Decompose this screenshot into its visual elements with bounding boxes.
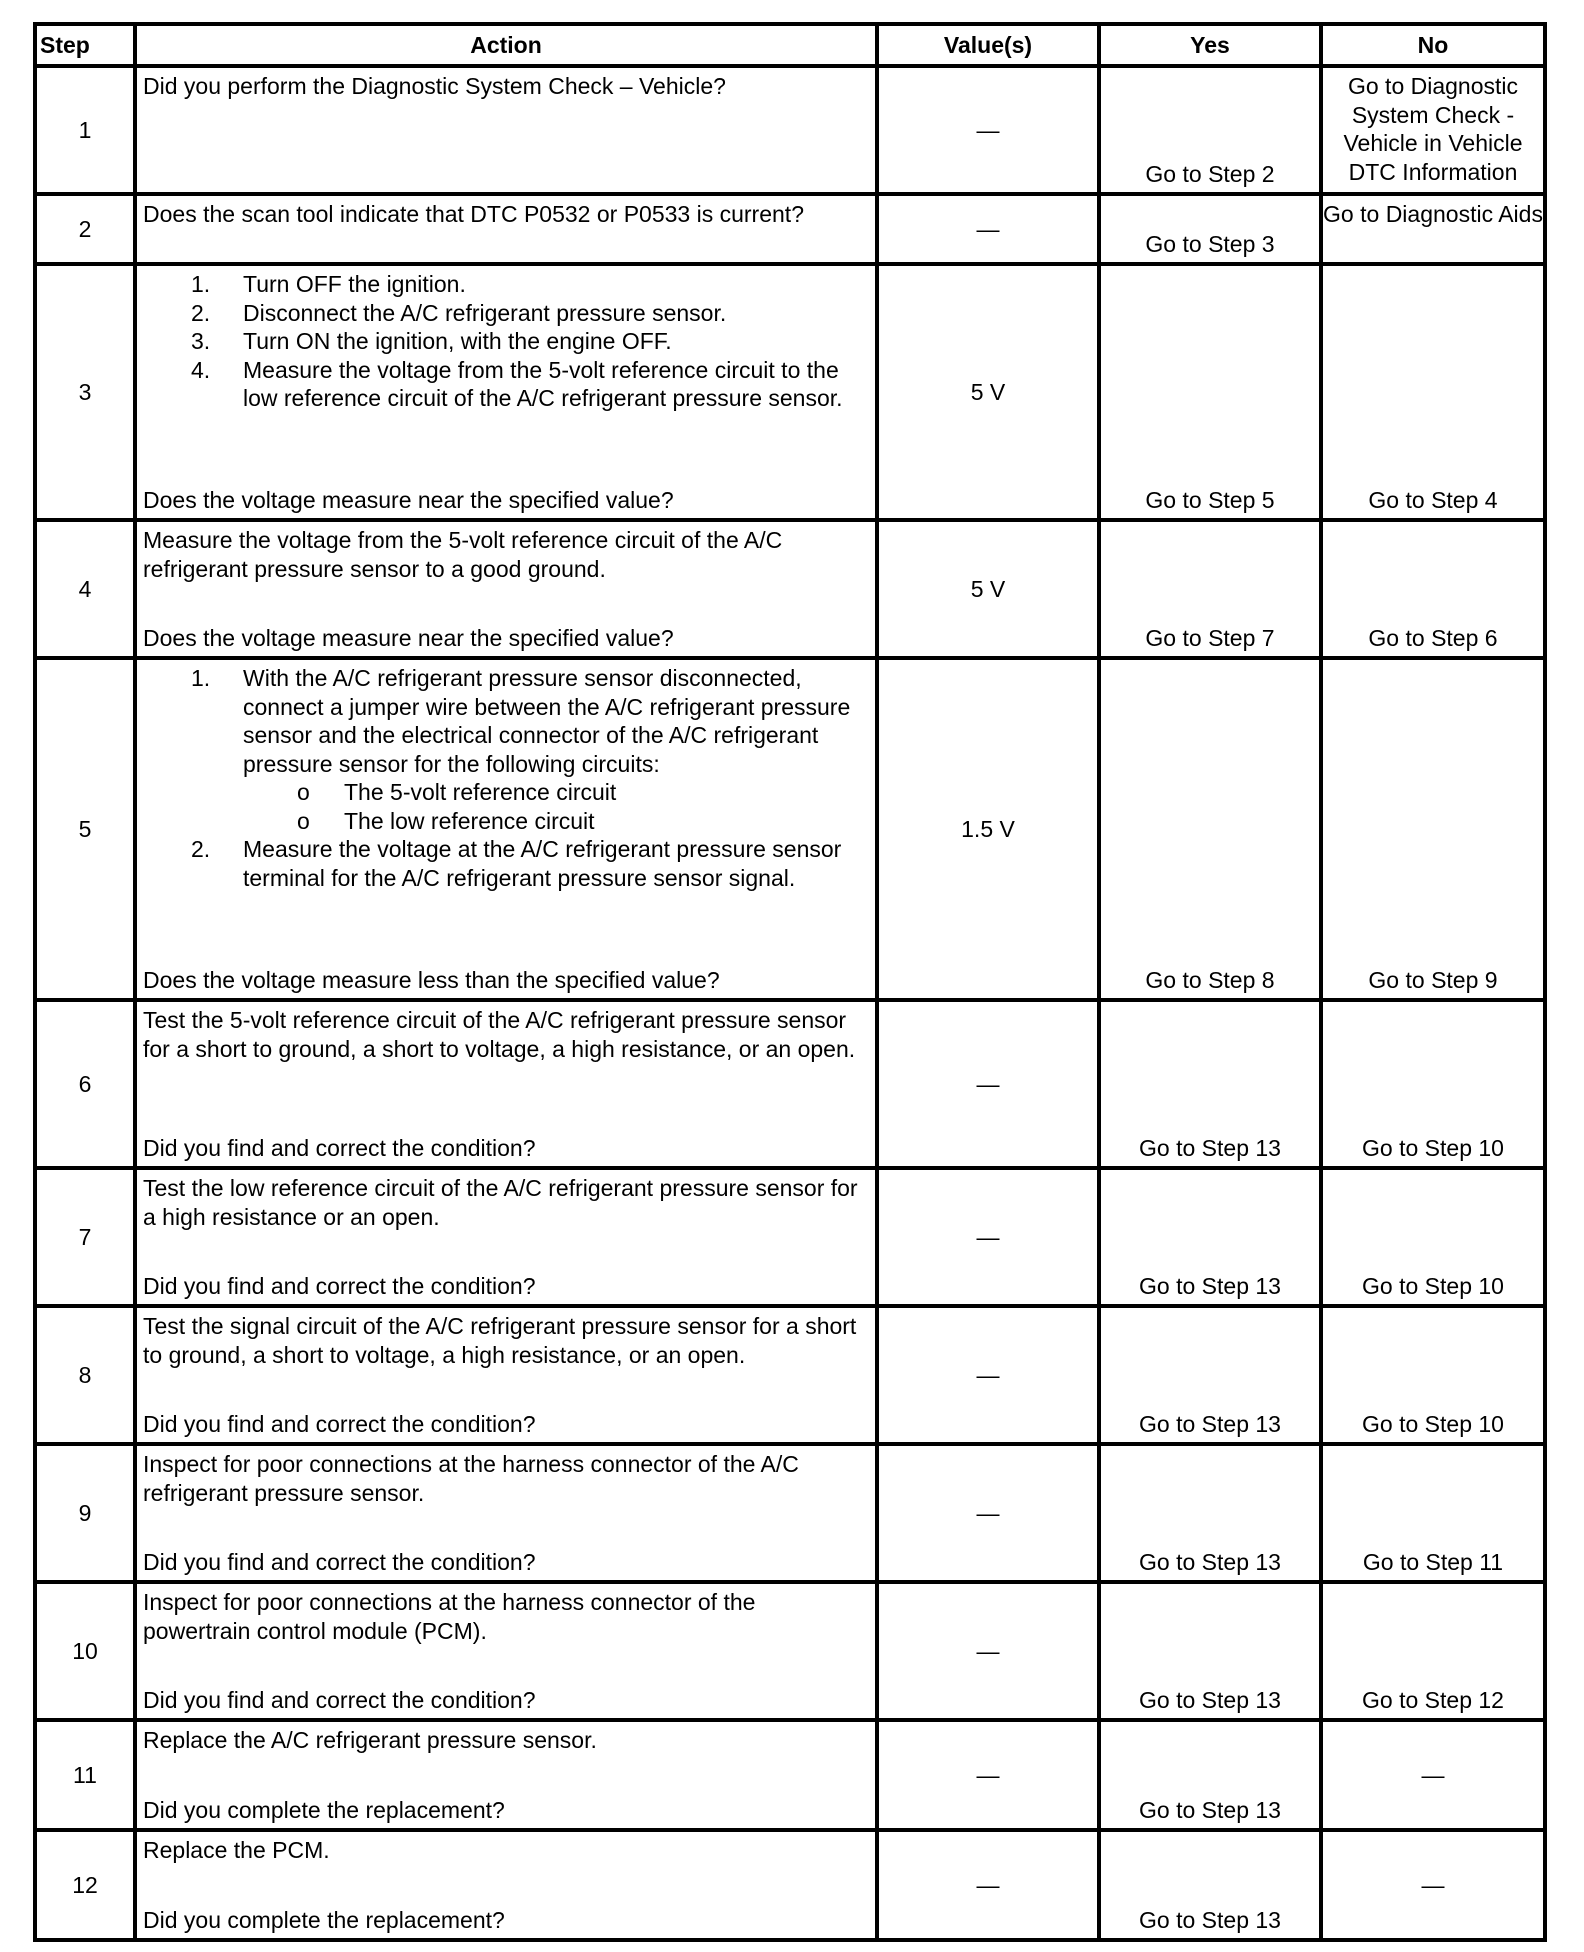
no-link[interactable]: Go to Diagnostic Aids	[1323, 201, 1543, 227]
value-cell: —	[877, 1720, 1099, 1830]
no-cell	[1321, 658, 1545, 1000]
step-text: Turn ON the ignition, with the engine OFF.	[243, 328, 672, 354]
action-text: Replace the A/C refrigerant pressure sensor.	[143, 1727, 597, 1753]
sub-item-text: The low reference circuit	[344, 807, 595, 834]
action-cell	[135, 520, 877, 658]
action-cell	[135, 1306, 877, 1444]
yes-link[interactable]: Go to Step 13	[1139, 1272, 1281, 1299]
step-number: 1	[35, 66, 135, 194]
yes-link[interactable]: Go to Step 13	[1139, 1906, 1281, 1933]
value-cell: —	[877, 1168, 1099, 1306]
action-step	[143, 664, 869, 835]
no-link[interactable]: Go to Step 11	[1362, 1548, 1504, 1575]
no-cell	[1321, 1168, 1545, 1306]
yes-cell	[1099, 1306, 1321, 1444]
no-cell	[1321, 1830, 1545, 1940]
yes-cell	[1099, 520, 1321, 658]
no-cell	[1321, 1306, 1545, 1444]
no-link[interactable]: Go to Diagnostic System Check - Vehicle in Vehicle DTC Information	[1343, 73, 1523, 185]
action-step	[143, 835, 869, 892]
no-cell	[1321, 1720, 1545, 1830]
action-cell	[135, 1582, 877, 1720]
table-row	[35, 1000, 1545, 1168]
table-row	[35, 1582, 1545, 1720]
table-row	[35, 1306, 1545, 1444]
diagnostic-table-container	[33, 22, 1547, 1942]
table-row	[35, 1830, 1545, 1940]
action-text: Test the signal circuit of the A/C refrigerant pressure sensor for a short to ground, a short to voltage, a high resistance, or an open.	[143, 1313, 857, 1368]
no-cell	[1321, 1582, 1545, 1720]
value-cell: 1.5 V	[877, 658, 1099, 1000]
step-number: 2	[35, 194, 135, 264]
table-row	[35, 658, 1545, 1000]
table-row	[35, 194, 1545, 264]
value-cell: —	[877, 1582, 1099, 1720]
yes-cell	[1099, 1720, 1321, 1830]
action-text: Does the scan tool indicate that DTC P0532 or P0533 is current?	[143, 201, 804, 227]
action-cell	[135, 66, 877, 194]
table-row	[35, 264, 1545, 520]
yes-link[interactable]: Go to Step 13	[1139, 1686, 1281, 1713]
no-cell	[1321, 264, 1545, 520]
step-number: 12	[35, 1830, 135, 1940]
header-yes: Yes	[1099, 24, 1321, 66]
yes-cell	[1099, 194, 1321, 264]
action-cell	[135, 1000, 877, 1168]
step-index: 4.	[191, 356, 211, 383]
action-question: Did you find and correct the condition?	[143, 1272, 536, 1299]
action-cell	[135, 1720, 877, 1830]
step-number: 8	[35, 1306, 135, 1444]
action-question: Did you complete the replacement?	[143, 1906, 505, 1933]
step-index: 2.	[191, 836, 211, 862]
no-cell	[1321, 1000, 1545, 1168]
sub-item	[143, 807, 869, 836]
step-number: 7	[35, 1168, 135, 1306]
yes-cell	[1099, 1444, 1321, 1582]
step-index: 1.	[191, 271, 211, 297]
table-row	[35, 520, 1545, 658]
action-step	[143, 327, 869, 356]
action-question: Does the voltage measure less than the specified value?	[143, 966, 720, 993]
header-no: No	[1321, 24, 1545, 66]
yes-link[interactable]: Go to Step 13	[1139, 1548, 1281, 1575]
action-step	[143, 299, 869, 328]
step-number: 9	[35, 1444, 135, 1582]
no-value: —	[1421, 1871, 1445, 1898]
no-cell	[1321, 520, 1545, 658]
action-step	[143, 356, 869, 413]
no-cell	[1321, 194, 1545, 264]
sub-item-text: The 5-volt reference circuit	[344, 779, 617, 805]
action-text: Replace the PCM.	[143, 1837, 330, 1863]
step-text: Measure the voltage from the 5-volt reference circuit to the low reference circuit of the A/C refrigerant pressure sensor.	[243, 356, 843, 411]
sub-list	[243, 778, 869, 835]
step-text: Disconnect the A/C refrigerant pressure sensor.	[243, 299, 727, 326]
bullet-icon: o	[297, 779, 310, 805]
action-cell	[135, 264, 877, 520]
no-cell	[1321, 1444, 1545, 1582]
value-cell: 5 V	[877, 264, 1099, 520]
no-link[interactable]: Go to Step 6	[1368, 624, 1498, 651]
no-link[interactable]: Go to Step 4	[1368, 486, 1498, 513]
step-number: 11	[35, 1720, 135, 1830]
action-step	[143, 270, 869, 299]
yes-cell	[1099, 1168, 1321, 1306]
bullet-icon: o	[297, 807, 310, 834]
no-link[interactable]: Go to Step 10	[1362, 1272, 1504, 1299]
action-text: Test the low reference circuit of the A/C refrigerant pressure sensor for a high resistance or an open.	[143, 1175, 858, 1230]
action-steps	[143, 270, 869, 413]
sub-item	[143, 778, 869, 807]
value-cell: 5 V	[877, 520, 1099, 658]
yes-cell	[1099, 1830, 1321, 1940]
yes-link[interactable]: Go to Step 3	[1145, 230, 1275, 257]
no-link[interactable]: Go to Step 9	[1368, 966, 1498, 993]
no-link[interactable]: Go to Step 10	[1362, 1134, 1504, 1161]
step-number: 5	[35, 658, 135, 1000]
yes-link[interactable]: Go to Step 13	[1139, 1410, 1281, 1437]
action-question: Did you complete the replacement?	[143, 1796, 505, 1823]
yes-link[interactable]: Go to Step 2	[1145, 160, 1275, 187]
action-cell	[135, 658, 877, 1000]
table-row	[35, 1720, 1545, 1830]
header-step: Step	[35, 24, 135, 66]
table-row	[35, 1444, 1545, 1582]
action-text: Measure the voltage from the 5-volt reference circuit of the A/C refrigerant pressure sensor to a good ground.	[143, 527, 783, 582]
yes-cell	[1099, 658, 1321, 1000]
value-cell: —	[877, 1306, 1099, 1444]
value-cell: —	[877, 1000, 1099, 1168]
yes-link[interactable]: Go to Step 13	[1139, 1134, 1281, 1161]
no-value: —	[1421, 1761, 1445, 1788]
action-question: Does the voltage measure near the specified value?	[143, 486, 674, 513]
yes-link[interactable]: Go to Step 5	[1145, 486, 1275, 513]
step-text: With the A/C refrigerant pressure sensor disconnected, connect a jumper wire between the A/C refrigerant pressure sensor and the electrical connector of the A/C refrigerant pressure sensor for the following circuits:	[243, 665, 851, 777]
action-cell	[135, 1168, 877, 1306]
value-cell: —	[877, 1444, 1099, 1582]
no-link[interactable]: Go to Step 10	[1362, 1410, 1504, 1437]
action-question: Did you find and correct the condition?	[143, 1134, 536, 1161]
no-link[interactable]: Go to Step 12	[1362, 1686, 1504, 1713]
step-text: Turn OFF the ignition.	[243, 271, 466, 297]
action-text: Inspect for poor connections at the harness connector of the A/C refrigerant pressure sensor.	[143, 1451, 799, 1506]
step-number: 10	[35, 1582, 135, 1720]
step-number: 6	[35, 1000, 135, 1168]
yes-link[interactable]: Go to Step 8	[1145, 966, 1275, 993]
step-number: 3	[35, 264, 135, 520]
header-row	[35, 24, 1545, 66]
yes-cell	[1099, 1000, 1321, 1168]
action-cell	[135, 1444, 877, 1582]
yes-cell	[1099, 1582, 1321, 1720]
action-question: Did you find and correct the condition?	[143, 1410, 536, 1437]
yes-cell	[1099, 264, 1321, 520]
value-cell: —	[877, 66, 1099, 194]
header-action: Action	[135, 24, 877, 66]
yes-link[interactable]: Go to Step 7	[1145, 624, 1275, 651]
action-steps	[143, 664, 869, 892]
step-index: 3.	[191, 328, 211, 354]
diagnostic-table	[33, 22, 1547, 1942]
yes-link[interactable]: Go to Step 13	[1139, 1796, 1281, 1823]
value-cell: —	[877, 194, 1099, 264]
action-text: Inspect for poor connections at the harness connector of the powertrain control module (PCM).	[143, 1589, 756, 1644]
value-cell: —	[877, 1830, 1099, 1940]
step-index: 1.	[191, 665, 211, 691]
action-text: Test the 5-volt reference circuit of the A/C refrigerant pressure sensor for a short to ground, a short to voltage, a high resistance, or an open.	[143, 1007, 856, 1062]
yes-cell	[1099, 66, 1321, 194]
action-cell	[135, 1830, 877, 1940]
action-text: Did you perform the Diagnostic System Check – Vehicle?	[143, 73, 726, 99]
action-question: Does the voltage measure near the specified value?	[143, 624, 674, 651]
step-number: 4	[35, 520, 135, 658]
table-row	[35, 1168, 1545, 1306]
action-cell	[135, 194, 877, 264]
action-question: Did you find and correct the condition?	[143, 1548, 536, 1575]
table-row	[35, 66, 1545, 194]
no-cell	[1321, 66, 1545, 194]
step-index: 2.	[191, 299, 211, 326]
action-question: Did you find and correct the condition?	[143, 1686, 536, 1713]
header-values: Value(s)	[877, 24, 1099, 66]
step-text: Measure the voltage at the A/C refrigerant pressure sensor terminal for the A/C refrigerant pressure sensor signal.	[243, 836, 842, 891]
